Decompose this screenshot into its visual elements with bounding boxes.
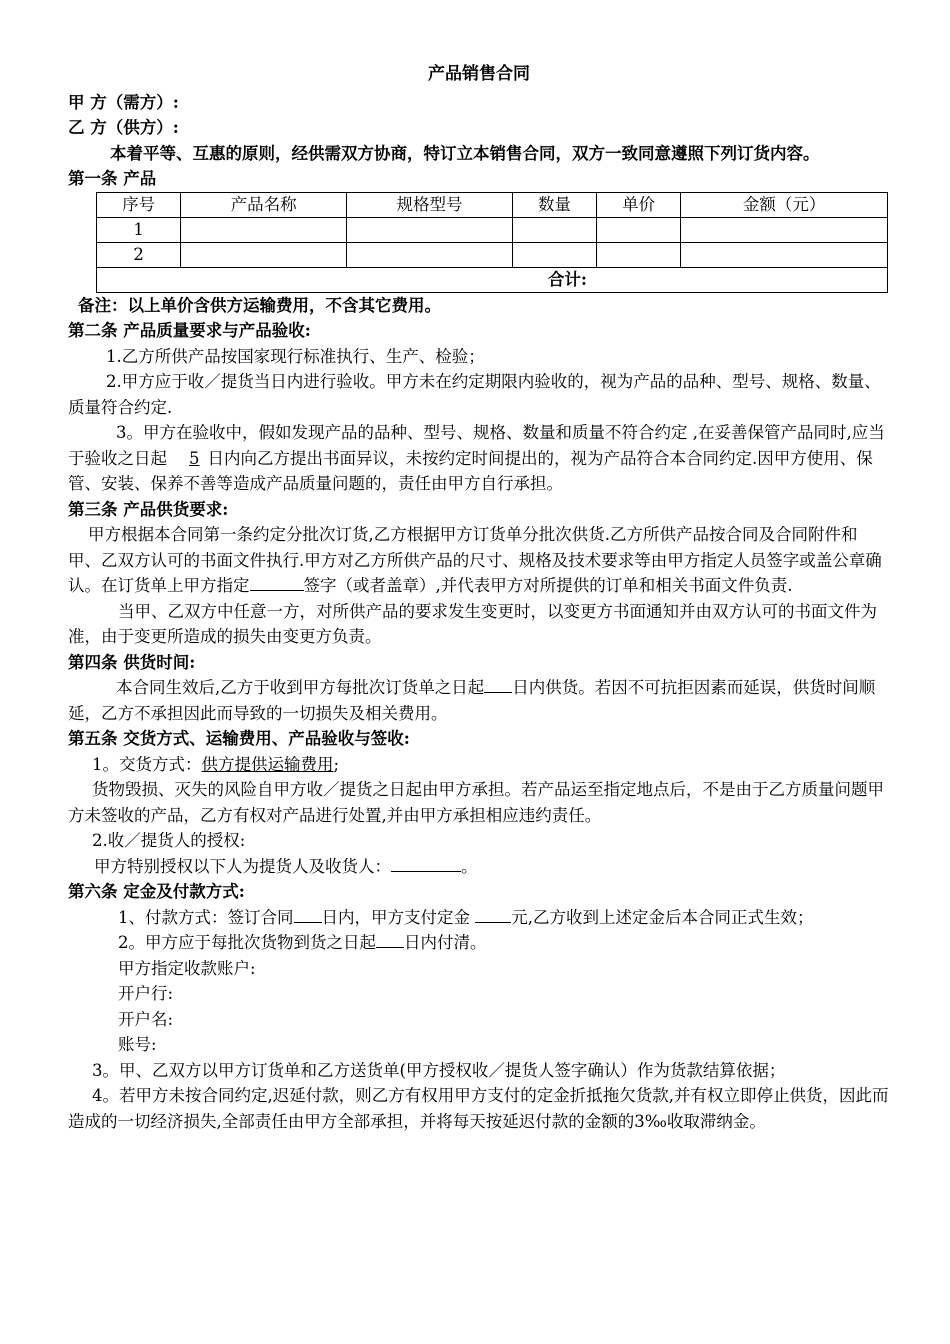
article-6-clause-1	[68, 905, 890, 931]
clause-text: 日内，甲方支付定金	[321, 907, 476, 927]
blank-line	[475, 906, 511, 923]
table-header: 金额（元）	[681, 192, 888, 217]
article-5-clause-3: 2.收／提货人的授权:	[92, 831, 246, 850]
intro-paragraph: 本着平等、互惠的原则，经供需双方协商，特订立本销售合同，双方一致同意遵照下列订货内容。	[110, 143, 820, 163]
table-cell	[681, 217, 888, 242]
table-cell	[181, 217, 347, 242]
party-a-label: 甲 方（需方）:	[68, 92, 179, 112]
article-6-clause-4: 4。若甲方未按合同约定,迟延付款，则乙方有权用甲方支付的定金折抵拖欠货款,并有权立即停止供货，因此而造成的一切经济损失,全部责任由甲方全部承担，并将每天按延迟付款的金额的3‰收取滞纳金。	[68, 1086, 889, 1131]
blank-line	[391, 855, 461, 872]
table-total-label: 合计:	[97, 267, 888, 292]
article-2-clause-2: 2.甲方应于收／提货当日内进行验收。甲方未在约定期限内验收的，视为产品的品种、型号、规格、数量、质量符合约定.	[68, 372, 881, 417]
article-2-clause-1: 1.乙方所供产品按国家现行标准执行、生产、检验；	[106, 346, 485, 366]
table-row	[97, 217, 888, 242]
table-cell: 2	[97, 242, 181, 267]
clause-text: 。	[461, 856, 478, 876]
article-3-clause-2: 当甲、乙双方中任意一方，对所供产品的要求发生变更时，以变更方书面通知并由双方认可的书面文件为准，由于变更所造成的损失由变更方负责。	[68, 601, 877, 646]
article-4-title: 第四条 供货时间:	[68, 652, 196, 672]
account-name-label: 开户名:	[118, 1009, 174, 1029]
article-3-title: 第三条 产品供货要求:	[68, 499, 229, 519]
clause-text: 日内向乙方提出书面异议，未按约定时间提出的，视为产品符合本合同约定.因甲方使用、保管、安装、保养不善等造成产品质量问题的，责任由甲方自行承担。	[68, 448, 873, 493]
account-label: 甲方指定收款账户:	[118, 958, 256, 978]
contract-page	[68, 62, 890, 1134]
article-2-clause-3	[68, 420, 890, 497]
bank-label: 开户行:	[118, 984, 174, 1003]
article-2-title: 第二条 产品质量要求与产品验收:	[68, 321, 311, 340]
clause-text: ;	[333, 754, 340, 774]
clause-text: 1、付款方式：签订合同	[118, 907, 294, 927]
table-total-row	[97, 267, 888, 292]
table-cell	[597, 217, 681, 242]
article-5-clause-4	[68, 854, 890, 880]
clause-text: 日内供货。若因不可抗拒因素而延误，供货时间顺延，乙方不承担因此而导致的一切损失及相关费用。	[68, 678, 876, 723]
clause-text: 3。甲方在验收中，假如发现产品的品种、型号、规格、数量和质量不符合约定 ,在妥善保管产品同时,应当于验收之日起	[68, 423, 885, 468]
clause-text: 签字（或者盖章）,并代表甲方对所提供的订单和相关书面文件负责.	[303, 576, 793, 595]
party-b-label: 乙 方（供方）:	[68, 118, 179, 137]
clause-text: 本合同生效后,乙方于收到甲方每批次订货单之日起	[116, 678, 485, 697]
article-6-title: 第六条 定金及付款方式:	[68, 882, 245, 901]
table-cell	[347, 217, 513, 242]
clause-text: 甲方特别授权以下人为提货人及收货人：	[94, 856, 391, 876]
table-cell	[597, 242, 681, 267]
article-6-clause-2	[68, 930, 890, 956]
clause-text: 元,乙方收到上述定金后本合同正式生效；	[511, 907, 814, 927]
clause-text: 日内付清。	[404, 933, 487, 952]
table-header: 规格型号	[347, 192, 513, 217]
table-header: 数量	[512, 192, 596, 217]
table-row	[97, 242, 888, 267]
table-cell	[512, 242, 596, 267]
blank-line	[294, 906, 322, 923]
blank-line	[250, 574, 304, 591]
article-1-title: 第一条 产品	[68, 169, 157, 188]
article-4-clause-1	[68, 675, 890, 726]
article-3-clause-1	[68, 522, 890, 599]
table-header: 单价	[597, 192, 681, 217]
table-header: 序号	[97, 192, 181, 217]
table-header-row	[97, 192, 888, 217]
clause-text: 甲方根据本合同第一条约定分批次订货,乙方根据甲方订货单分批次供货.乙方所供产品按合同及合同附件和甲、乙双方认可的书面文件执行.甲方对乙方所供产品的尺寸、规格及技术要求等由甲方指定人员签字或盖公章确认。在订货单上甲方指定	[68, 525, 882, 595]
table-cell	[347, 242, 513, 267]
table-cell	[181, 242, 347, 267]
table-cell	[681, 242, 888, 267]
article-5-clause-2: 货物毁损、灭失的风险自甲方收／提货之日起由甲方承担。若产品运至指定地点后，不是由于乙方质量问题甲方未签收的产品，乙方有权对产品进行处置,并由甲方承担相应违约责任。	[68, 780, 884, 825]
clause-text: 2。甲方应于每批次货物到货之日起	[118, 933, 376, 952]
blank-line	[484, 676, 512, 693]
article-6-clause-3: 3。甲、乙双方以甲方订货单和乙方送货单(甲方授权收／提货人签字确认）作为货款结算依据；	[92, 1060, 786, 1080]
days-value: 5	[189, 448, 200, 468]
clause-text: 1。交货方式：	[92, 754, 202, 774]
product-table	[96, 192, 888, 293]
article-5-title: 第五条 交货方式、运输费用、产品验收与签收:	[68, 729, 410, 748]
remark: 备注：以上单价含供方运输费用，不含其它费用。	[78, 295, 441, 315]
account-number-label: 账号:	[118, 1035, 157, 1054]
page-title: 产品销售合同	[428, 64, 530, 84]
table-cell	[512, 217, 596, 242]
table-header: 产品名称	[181, 192, 347, 217]
article-5-clause-1	[68, 752, 890, 778]
blank-line	[376, 931, 404, 948]
table-cell: 1	[97, 217, 181, 242]
delivery-method: 供方提供运输费用	[201, 754, 334, 774]
